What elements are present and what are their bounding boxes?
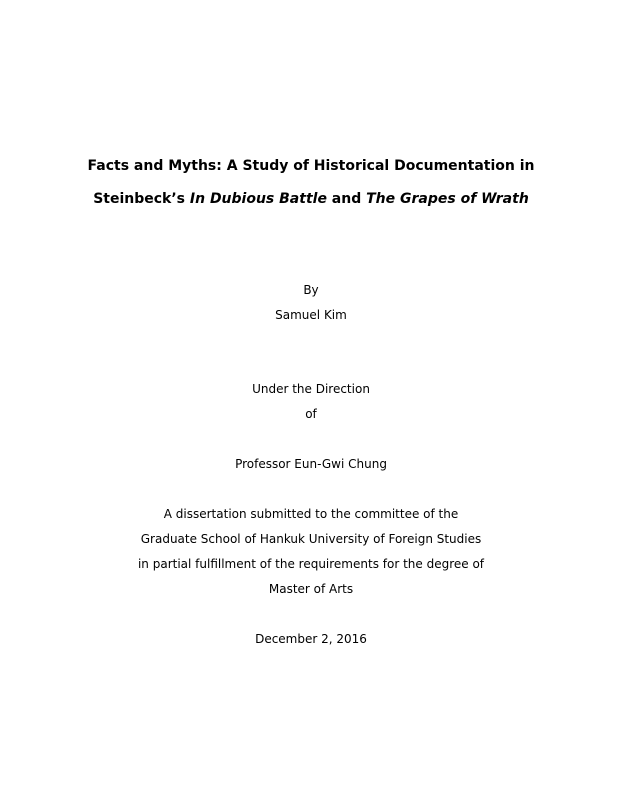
statement-line-3: in partial fulfillment of the requirements for the degree of	[137, 557, 485, 571]
submission-date: December 2, 2016	[255, 632, 367, 646]
title-book-2: The Grapes of Wrath	[366, 191, 529, 207]
title-line-1	[0, 157, 622, 175]
title-line-1-text: Facts and Myths: A Study of Historical Documentation in	[87, 158, 535, 174]
title-line-2	[0, 190, 622, 208]
statement-line-1: A dissertation submitted to the committee of the	[163, 507, 459, 521]
title-line-2-prefix: Steinbeck’s	[93, 191, 190, 207]
degree-name: Master of Arts	[268, 582, 354, 596]
statement-line-2: Graduate School of Hankuk University of Foreign Studies	[140, 532, 482, 546]
direction-line-1: Under the Direction	[252, 382, 370, 396]
author-name: Samuel Kim	[275, 308, 347, 322]
advisor-name: Professor Eun-Gwi Chung	[235, 457, 387, 471]
direction-line-2: of	[305, 407, 317, 421]
by-label: By	[303, 283, 319, 297]
title-book-1: In Dubious Battle	[189, 191, 327, 207]
title-line-2-and: and	[326, 191, 367, 207]
